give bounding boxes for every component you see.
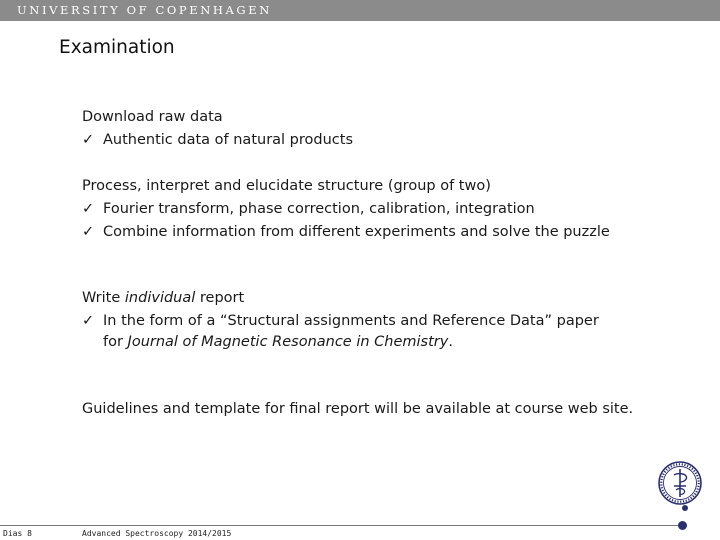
section-process-heading: Process, interpret and elucidate structure (group of two) [82,178,491,194]
check-item [82,199,642,220]
check-item-text: Combine information from different experiments and solve the puzzle [103,224,610,240]
section-report-heading [82,288,244,309]
heading-emphasis: individual [124,290,196,306]
footer-dot-small [682,505,688,511]
final-report-note: Guidelines and template for final report will be available at course web site. [82,401,634,417]
footer-divider [0,525,680,526]
slide-number: Dias 8 [3,529,32,538]
checkmark-icon: ✓ [82,224,95,240]
checkmark-icon: ✓ [82,201,95,217]
heading-part: Write [82,290,125,306]
checkmark-icon: ✓ [82,132,95,148]
checkmark-icon: ✓ [82,313,95,329]
footer-dot [678,521,687,530]
check-item [82,130,642,151]
course-name: Advanced Spectroscopy 2014/2015 [82,529,232,538]
check-item-text: Fourier transform, phase correction, calibration, integration [103,201,535,217]
check-item-text: Authentic data of natural products [103,132,354,148]
slide-title: Examination [59,37,175,58]
item-part: . [448,334,453,350]
check-item-text [103,311,622,353]
journal-name: Journal of Magnetic Resonance in Chemistry [127,334,449,350]
heading-part: report [195,290,245,306]
university-seal-logo [657,460,703,506]
university-name: UNIVERSITY OF COPENHAGEN [17,3,272,17]
item-part: In the form of a “Structural assignments and Reference Data” paper for [103,313,599,350]
section-download-heading: Download raw data [82,109,223,125]
header-bar [0,0,720,21]
check-item [82,222,622,243]
check-item [82,311,622,353]
